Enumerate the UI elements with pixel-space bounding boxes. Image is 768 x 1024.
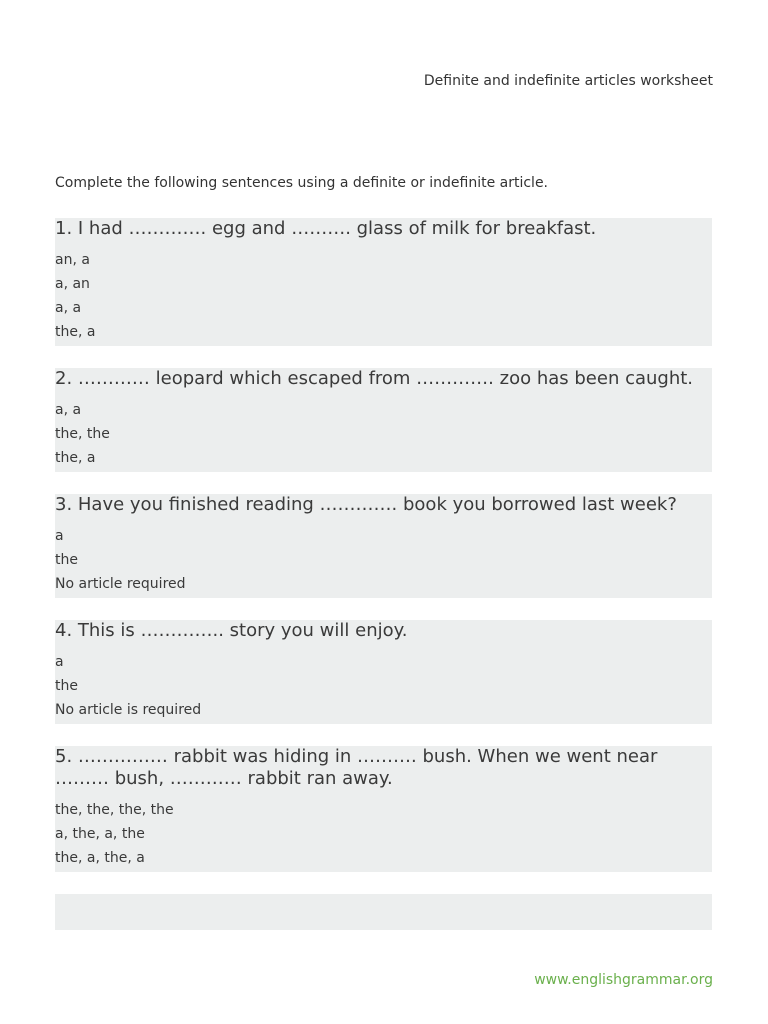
question-block-3 (55, 494, 712, 598)
answer-option[interactable]: an, a (55, 252, 90, 268)
answer-option[interactable]: the (55, 678, 78, 694)
question-list (55, 218, 712, 930)
answer-option[interactable]: the, a, the, a (55, 850, 145, 866)
answer-option[interactable]: the, a (55, 324, 96, 340)
answer-option[interactable]: the, the (55, 426, 110, 442)
answer-option[interactable]: a, a (55, 402, 82, 418)
question-text: 2. ………… leopard which escaped from …………. zoo has been caught. (55, 368, 694, 389)
question-text: 4. This is ………….. story you will enjoy. (55, 620, 408, 641)
question-block-1 (55, 218, 712, 346)
empty-answer-block (55, 894, 712, 930)
question-block-4 (55, 620, 712, 724)
question-text: 5. …………… rabbit was hiding in ………. bush. When we went near ……… bush, ………… rabbit ran away. (55, 746, 658, 789)
answer-option[interactable]: a (55, 654, 64, 670)
answer-option[interactable]: the (55, 552, 78, 568)
instructions-text: Complete the following sentences using a definite or indefinite article. (55, 175, 549, 191)
answer-option[interactable]: No article is required (55, 702, 202, 718)
answer-option[interactable]: the, the, the, the (55, 802, 174, 818)
answer-option[interactable]: a, an (55, 276, 90, 292)
worksheet-title: Definite and indefinite articles worksheet (423, 73, 713, 89)
answer-option[interactable]: the, a (55, 450, 96, 466)
question-block-2 (55, 368, 712, 472)
question-text: 3. Have you finished reading …………. book you borrowed last week? (55, 494, 677, 515)
question-text: 1. I had …………. egg and ………. glass of milk for breakfast. (55, 218, 597, 239)
answer-option[interactable]: No article required (55, 576, 186, 592)
answer-option[interactable]: a, a (55, 300, 82, 316)
question-block-5 (55, 746, 712, 872)
footer-site-link[interactable]: www.englishgrammar.org (534, 972, 713, 988)
answer-option[interactable]: a, the, a, the (55, 826, 145, 842)
answer-option[interactable]: a (55, 528, 64, 544)
